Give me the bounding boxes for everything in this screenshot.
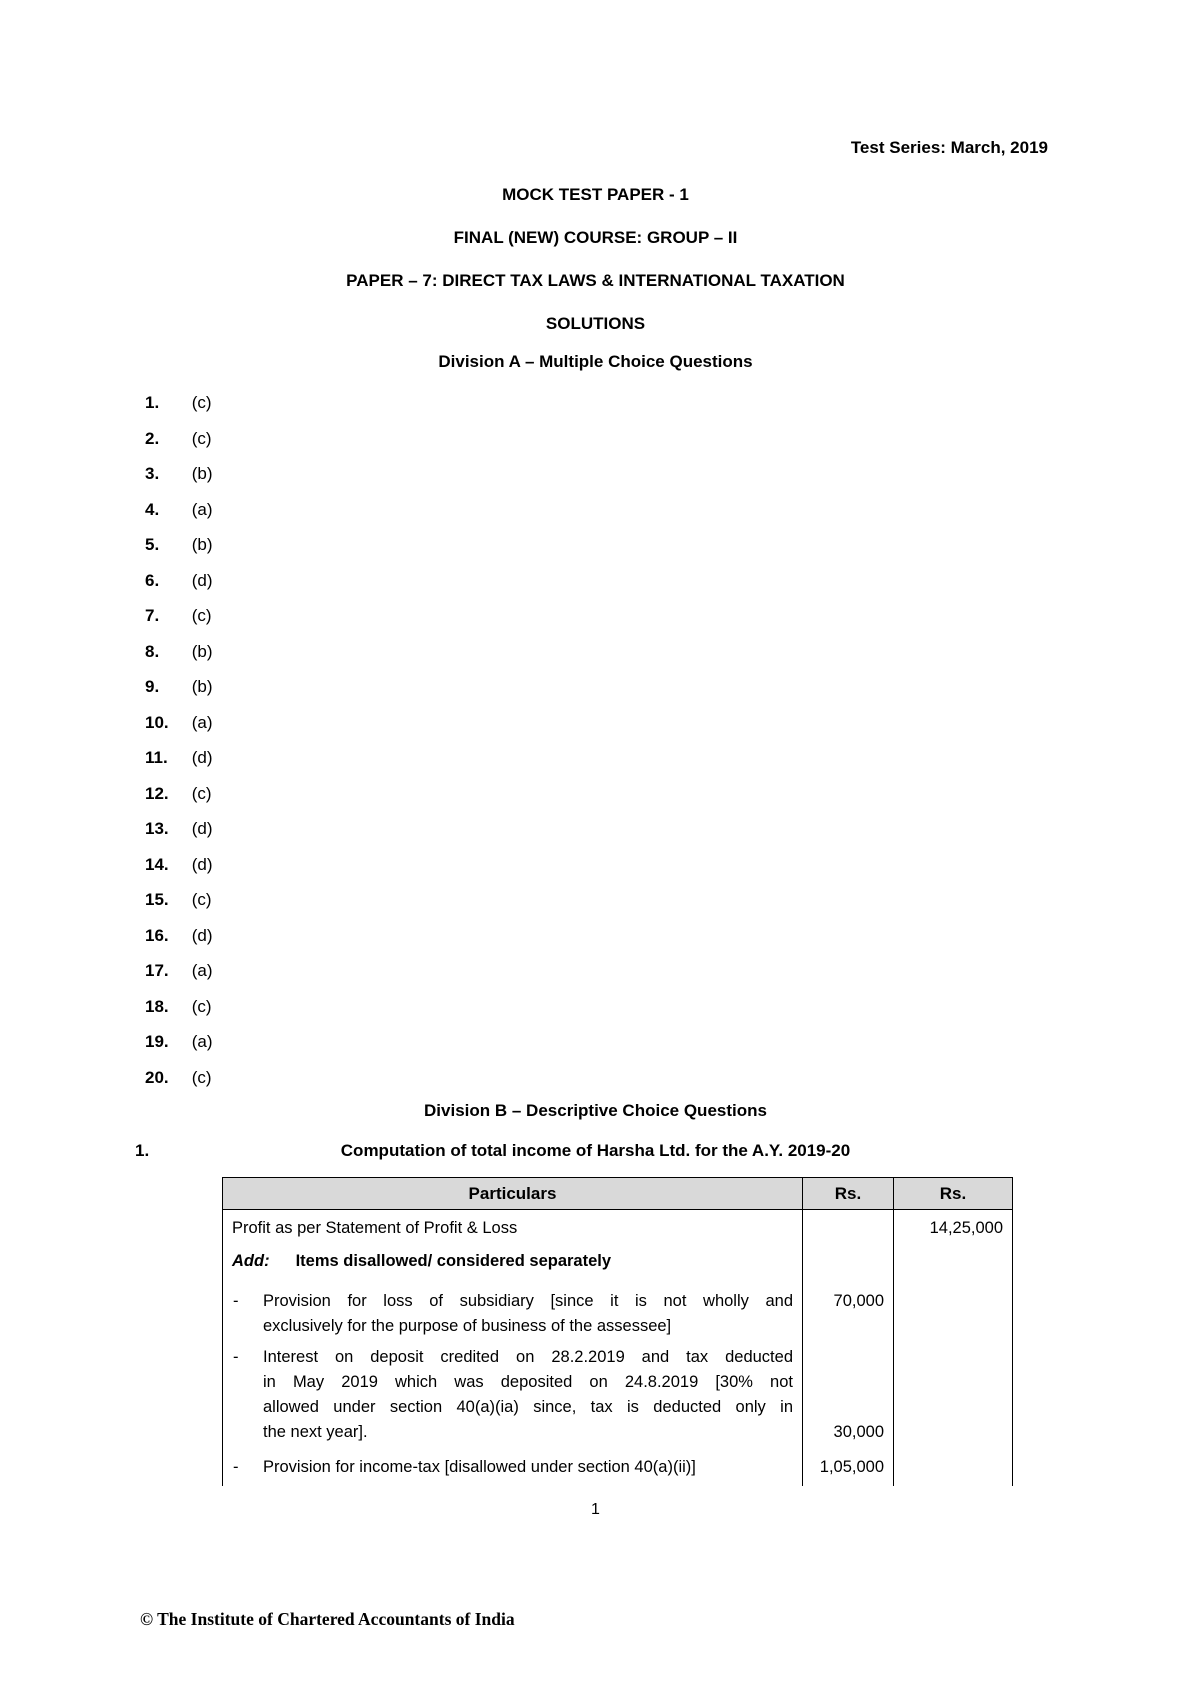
interest-amount: 30,000 [803, 1344, 894, 1449]
question1-number: 1. [135, 1141, 150, 1160]
mcq-answer-option: (d) [191, 748, 213, 767]
profit-amount: 14,25,000 [894, 1210, 1013, 1246]
mcq-answer-row [145, 960, 445, 996]
interest-line-2: in May 2019 which was deposited on 24.8.2019 [30% not [263, 1373, 793, 1391]
mcq-answer-row [145, 1067, 445, 1103]
table-row-add [223, 1245, 1013, 1279]
mcq-question-number: 17. [145, 961, 169, 980]
mcq-answer-row [145, 818, 445, 854]
bullet-dash: - [233, 1348, 239, 1366]
add-rs2-empty [894, 1245, 1013, 1279]
page-number: 1 [591, 1501, 600, 1518]
mcq-question-number: 18. [145, 996, 169, 1016]
title-paper-subject: PAPER – 7: DIRECT TAX LAWS & INTERNATIONAL TAXATION [346, 271, 845, 290]
title-solutions: SOLUTIONS [545, 314, 646, 333]
test-series-line: Test Series: March, 2019 [850, 138, 1048, 157]
mcq-question-number: 6. [145, 570, 160, 590]
mcq-answer-row [145, 605, 445, 641]
bullet-dash: - [233, 1292, 239, 1310]
add-text: Items disallowed/ considered separately [295, 1252, 612, 1270]
heading-division-a: Division A – Multiple Choice Questions [438, 352, 753, 371]
mcq-answer-row [145, 712, 445, 748]
mcq-question-number: 11. [145, 748, 168, 767]
mcq-question-number: 1. [145, 393, 160, 412]
mcq-answer-option: (c) [191, 606, 212, 625]
income-tax-amount: 1,05,000 [803, 1449, 894, 1486]
bullet-dash: - [233, 1458, 239, 1476]
mcq-answer-option: (c) [191, 890, 212, 909]
mcq-question-number: 9. [145, 677, 160, 696]
title-course: FINAL (NEW) COURSE: GROUP – II [453, 228, 738, 247]
computation-table [222, 1177, 1013, 1486]
table-row-interest-deposit [223, 1344, 1013, 1449]
copyright-footer: © The Institute of Chartered Accountants of India [140, 1609, 515, 1629]
mcq-answer-option: (d) [191, 925, 213, 945]
mcq-answer-option: (a) [191, 961, 213, 980]
mcq-answer-option: (b) [191, 535, 213, 554]
mcq-answer-row [145, 641, 445, 677]
mcq-answer-row [145, 570, 445, 606]
mcq-question-number: 10. [145, 712, 169, 732]
mcq-answer-option: (c) [191, 996, 212, 1016]
mcq-answer-option: (d) [191, 570, 213, 590]
mcq-question-number: 12. [145, 783, 169, 803]
mcq-question-number: 13. [145, 819, 169, 838]
mcq-answer-row [145, 889, 445, 925]
mcq-question-number: 7. [145, 606, 160, 625]
table-header-row [223, 1178, 1013, 1210]
mcq-question-number: 4. [145, 499, 160, 519]
mcq-answer-option: (b) [191, 641, 213, 661]
mcq-answer-option: (c) [191, 1067, 212, 1087]
add-cell [223, 1245, 803, 1279]
header-rs-1: Rs. [803, 1178, 894, 1210]
mcq-question-number: 8. [145, 641, 160, 661]
mcq-answer-option: (b) [191, 677, 213, 696]
mcq-answer-option: (a) [191, 1032, 213, 1051]
subsidiary-line-1: Provision for loss of subsidiary [since it is not wholly and [263, 1292, 793, 1310]
mcq-answer-row [145, 463, 445, 499]
subsidiary-line-2: exclusively for the purpose of business of the assessee] [263, 1317, 672, 1335]
mcq-answer-row [145, 1031, 445, 1067]
subsidiary-provision-cell [223, 1279, 803, 1344]
mcq-answer-row [145, 428, 445, 464]
mcq-question-number: 19. [145, 1032, 169, 1051]
mcq-answer-row [145, 783, 445, 819]
income-tax-rs2-empty [894, 1449, 1013, 1486]
mcq-answer-row [145, 996, 445, 1032]
mcq-answer-row [145, 747, 445, 783]
mcq-answer-option: (a) [191, 712, 213, 732]
mcq-answer-row [145, 676, 445, 712]
mcq-answer-option: (d) [191, 819, 213, 838]
header-particulars: Particulars [223, 1178, 803, 1210]
interest-deposit-cell [223, 1344, 803, 1449]
mcq-answer-row [145, 854, 445, 890]
mcq-answer-option: (c) [191, 783, 212, 803]
mcq-answer-row [145, 499, 445, 535]
mcq-answer-option: (a) [191, 499, 213, 519]
title-mock-test-paper: MOCK TEST PAPER - 1 [502, 185, 689, 204]
interest-rs2-empty [894, 1344, 1013, 1449]
profit-text: Profit as per Statement of Profit & Loss [223, 1210, 803, 1246]
add-label: Add: [232, 1252, 270, 1270]
mcq-answer-option: (b) [191, 464, 213, 483]
interest-line-3: allowed under section 40(a)(ia) since, tax is deducted only in [263, 1398, 793, 1416]
mcq-question-number: 3. [145, 464, 160, 483]
mcq-answer-list [145, 392, 445, 1102]
subsidiary-amount: 70,000 [803, 1279, 894, 1344]
mcq-answer-row [145, 925, 445, 961]
mcq-question-number: 5. [145, 535, 160, 554]
mcq-answer-option: (c) [191, 393, 212, 412]
mcq-answer-option: (d) [191, 854, 213, 874]
mcq-question-number: 20. [145, 1067, 169, 1087]
mcq-question-number: 16. [145, 925, 169, 945]
income-tax-line-1: Provision for income-tax [disallowed under section 40(a)(ii)] [263, 1458, 696, 1476]
table-row-subsidiary-provision [223, 1279, 1013, 1344]
mcq-question-number: 15. [145, 890, 169, 909]
mcq-answer-row [145, 534, 445, 570]
interest-line-1: Interest on deposit credited on 28.2.2019 and tax deducted [263, 1348, 793, 1366]
mcq-question-number: 2. [145, 428, 160, 448]
mcq-answer-row [145, 392, 445, 428]
heading-division-b: Division B – Descriptive Choice Questions [424, 1101, 767, 1120]
table-row-income-tax-provision [223, 1449, 1013, 1486]
mcq-question-number: 14. [145, 854, 169, 874]
interest-line-4: the next year]. [263, 1423, 368, 1441]
add-rs1-empty [803, 1245, 894, 1279]
mcq-answer-option: (c) [191, 428, 212, 448]
income-tax-provision-cell [223, 1449, 803, 1486]
profit-rs1-empty [803, 1210, 894, 1246]
subsidiary-rs2-empty [894, 1279, 1013, 1344]
table-row-profit [223, 1210, 1013, 1246]
header-rs-2: Rs. [894, 1178, 1013, 1210]
question1-title: Computation of total income of Harsha Ltd. for the A.Y. 2019-20 [340, 1141, 851, 1160]
